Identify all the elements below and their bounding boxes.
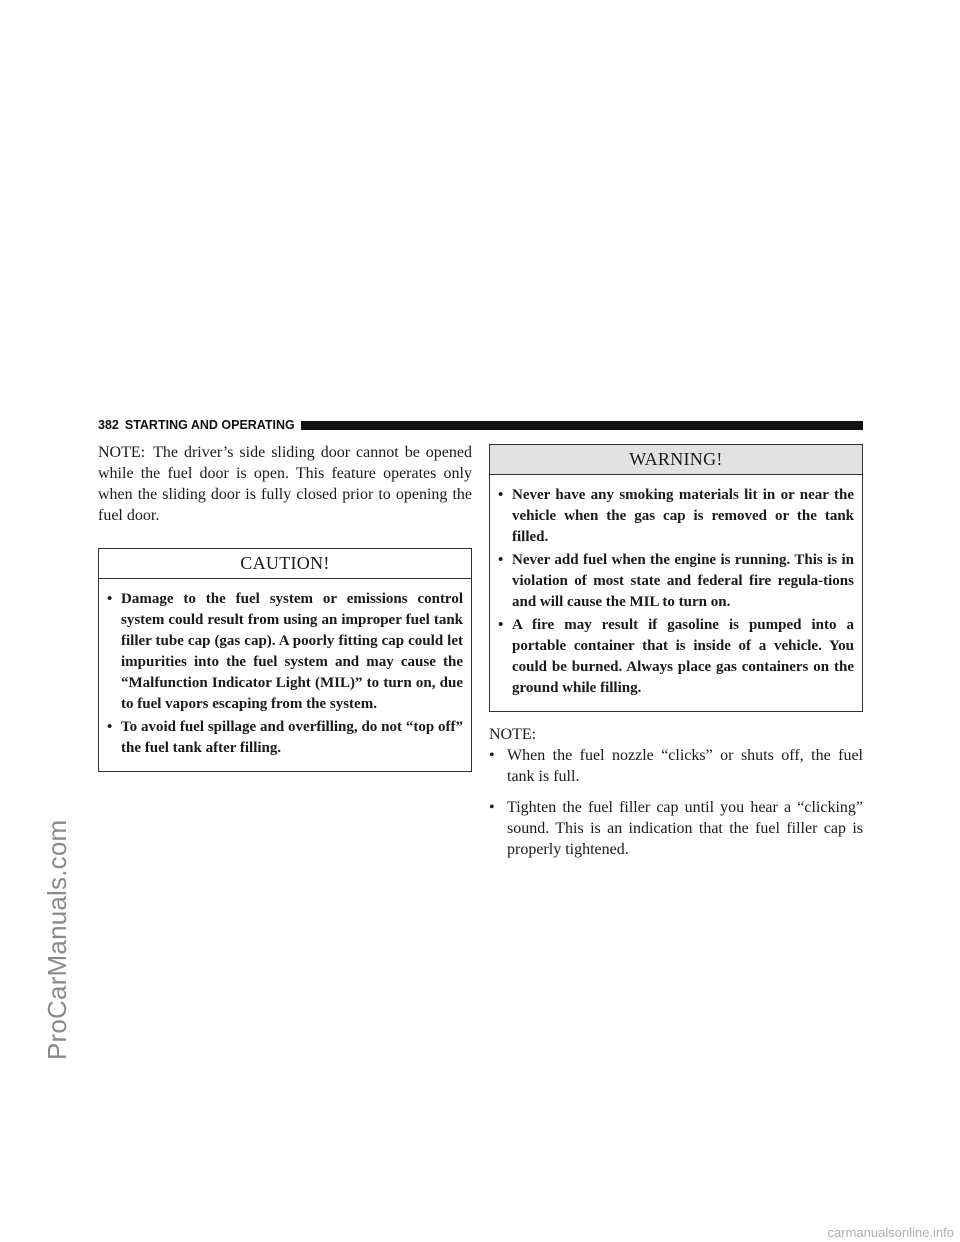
- caution-item: [107, 717, 463, 759]
- bullet-icon: •: [489, 799, 495, 816]
- caution-box: [98, 548, 472, 772]
- bullet-icon: •: [498, 552, 504, 568]
- warning-item: [498, 615, 854, 699]
- caution-item-text: Damage to the fuel system or emissions control system could result from using an improper fuel tank filler tube cap (gas cap). A poorly fitting cap could let impurities into the fuel system and may cause the “Malfunction Indicator Light (MIL)” to turn on, due to fuel vapors escaping from the system.: [121, 591, 463, 712]
- note-item: [489, 745, 863, 787]
- caution-title: CAUTION!: [99, 549, 471, 579]
- bullet-icon: •: [489, 747, 495, 764]
- caution-item: [107, 589, 463, 715]
- right-column: [489, 442, 863, 870]
- warning-item-text: Never have any smoking materials lit in or near the vehicle when the gas cap is removed or the tank filled.: [512, 487, 854, 545]
- left-column: [98, 442, 472, 772]
- warning-title: WARNING!: [490, 445, 862, 475]
- side-watermark: ProCarManuals.com: [42, 819, 72, 1060]
- bullet-icon: •: [498, 617, 504, 633]
- warning-item: [498, 550, 854, 613]
- page-header: [98, 418, 863, 432]
- bullet-icon: •: [107, 591, 113, 607]
- warning-item: [498, 485, 854, 548]
- section-title: STARTING AND OPERATING: [124, 418, 295, 432]
- warning-body: [490, 475, 862, 711]
- page-number: 382: [98, 418, 119, 432]
- note-paragraph: [98, 442, 472, 526]
- header-rule: [301, 421, 863, 430]
- note-label: NOTE:: [489, 726, 537, 743]
- note-item: [489, 797, 863, 860]
- warning-item-text: A fire may result if gasoline is pumped into a portable container that is inside of a vehicle. You could be burned. Always place gas containers on the ground while filling.: [512, 617, 854, 696]
- note-label: NOTE:: [98, 444, 146, 461]
- caution-item-text: To avoid fuel spillage and overfilling, do not “top off” the fuel tank after filling.: [121, 719, 463, 756]
- caution-body: [99, 579, 471, 771]
- footer-watermark: carmanualsonline.info: [827, 1225, 954, 1240]
- bullet-icon: •: [498, 487, 504, 503]
- bullet-icon: •: [107, 719, 113, 735]
- note-item-text: Tighten the fuel filler cap until you hear a “clicking” sound. This is an indication that the fuel filler cap is properly tightened.: [507, 799, 863, 858]
- warning-box: [489, 444, 863, 712]
- warning-item-text: Never add fuel when the engine is running. This is in violation of most state and federal fire regula-tions and will cause the MIL to turn on.: [512, 552, 854, 610]
- note-item-text: When the fuel nozzle “clicks” or shuts off, the fuel tank is full.: [507, 747, 863, 785]
- note-text: The driver’s side sliding door cannot be opened while the fuel door is open. This feature operates only when the sliding door is fully closed prior to opening the fuel door.: [98, 444, 472, 524]
